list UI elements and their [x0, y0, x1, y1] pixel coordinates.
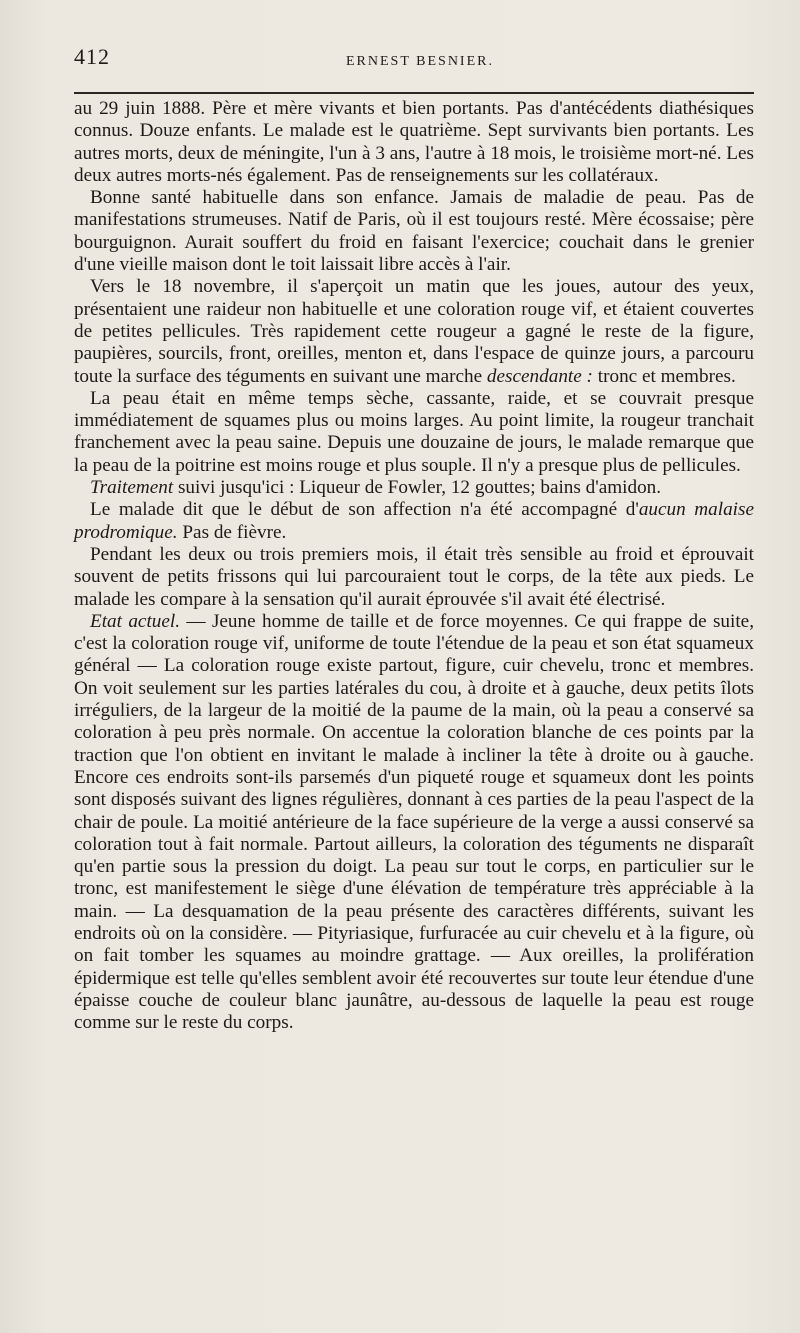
paragraph-onset-text: Vers le 18 novembre, il s'aperçoit un matin que les joues, autour des yeux, présentaient une raideur non habituelle et une coloration rouge vif, et étaient couvertes de petites pellicules. Très rapidement cette rougeur a gagné le reste de la figure, paupières, sourcils, front, oreilles, menton et, dans l'espace de quinze jours, a parcouru toute la surface des téguments en suivant une marche: [74, 276, 754, 387]
paragraph-onset-text-end: tronc et membres.: [592, 365, 736, 387]
paragraph-current-state-text: — Jeune homme de taille et de force moyennes. Ce qui frappe de suite, c'est la coloration rouge vif, uniforme de toute l'étendue de la peau et son état squameux général — La coloration rouge existe partout, figure, cuir chevelu, tronc et membres. On voit seulement sur les parties latérales du cou, à droite et à gauche, deux petits îlots irréguliers, de la largeur de la moitié de la paume de la main, où la peau a conservé sa coloration à peu près normale. On accentue la coloration blanche de ces points par la traction que l'on obtient en invitant le malade à incliner la tête à droite ou à gauche. Encore ces endroits sont-ils parsemés d'un piqueté rouge et squameux dont les points sont disposés suivant des lignes régulières, donnant à ces parties de la peau l'aspect de la chair de poule. La moitié antérieure de la face supérieure de la verge a aussi conservé sa coloration tout à fait normale. Partout ailleurs, la coloration des téguments ne disparaît qu'en partie sous la pression du doigt. La peau sur tout le corps, en particulier sur le tronc, est manifestement le siège d'une élévation de température très appréciable à la main. — La desquamation de la peau présente des caractères différents, suivant les endroits où on la considère. — Pityriasique, furfuracée au cuir chevelu et à la figure, où on fait tomber les squames au moindre grattage. — Aux oreilles, la prolifération épidermique est telle qu'elles semblent avoir été recouvertes sur toute leur étendue d'une épaisse couche de couleur blanc jaunâtre, au-dessous de laquelle la peau est rouge comme sur le reste du corps.: [74, 610, 754, 1034]
paragraph-treatment-text: suivi jusqu'ici : Liqueur de Fowler, 12 gouttes; bains d'amidon.: [173, 477, 662, 499]
paragraph-chills: Pendant les deux ou trois premiers mois, il était très sensible au froid et éprouvait souvent de petits frissons qui lui parcouraient tout le corps, de la tête aux pieds. Le malade les compare à la sensation qu'il aurait éprouvée s'il avait été électrisé.: [74, 543, 754, 610]
paragraph-treatment-heading: Traitement: [90, 477, 174, 499]
paragraph-prodrome-text-end: Pas de fièvre.: [177, 521, 287, 543]
paragraph-prodrome-emphasis: aucun malaise prodromique.: [74, 499, 754, 543]
paragraph-onset-emphasis: descendante :: [486, 365, 593, 387]
paragraph-current-state: [74, 611, 754, 1035]
paragraph-prodrome-text: Le malade dit que le début de son affection n'a été accompagné d': [90, 499, 639, 521]
page-header: [74, 44, 756, 74]
paragraph-skin-evolution: La peau était en même temps sèche, cassante, raide, et se couvrait presque immédiatement de squames plus ou moins larges. Au point limite, la rougeur tranchait franchement avec la peau saine. Depuis une douzaine de jours, le malade remarque que la peau de la poitrine est moins rouge et plus souple. Il n'y a presque plus de pellicules.: [74, 387, 754, 476]
page-number: 412: [74, 44, 110, 69]
paragraph-current-state-heading: Etat actuel.: [90, 610, 181, 632]
paragraph-prodrome: [74, 499, 754, 544]
header-rule: [74, 92, 754, 94]
running-head: ERNEST BESNIER.: [346, 54, 494, 69]
paragraph-personal-history: Bonne santé habituelle dans son enfance. Jamais de maladie de peau. Pas de manifestations strumeuses. Natif de Paris, où il est toujours resté. Mère écossaise; père bourguignon. Aurait souffert du froid en faisant l'exercice; couchait dans le grenier d'une vieille maison dont le toit laissait libre accès à l'air.: [74, 187, 754, 276]
body-text: [74, 98, 754, 1034]
paragraph-family-history: au 29 juin 1888. Père et mère vivants et bien portants. Pas d'antécédents diathésiques connus. Douze enfants. Le malade est le quatrième. Sept survivants bien portants. Les autres morts, deux de méningite, l'un à 3 ans, l'autre à 18 mois, le troisième mort-né. Les deux autres morts-nés également. Pas de renseignements sur les collatéraux.: [74, 98, 754, 186]
paragraph-treatment: [74, 477, 754, 499]
paragraph-onset: [74, 276, 754, 387]
